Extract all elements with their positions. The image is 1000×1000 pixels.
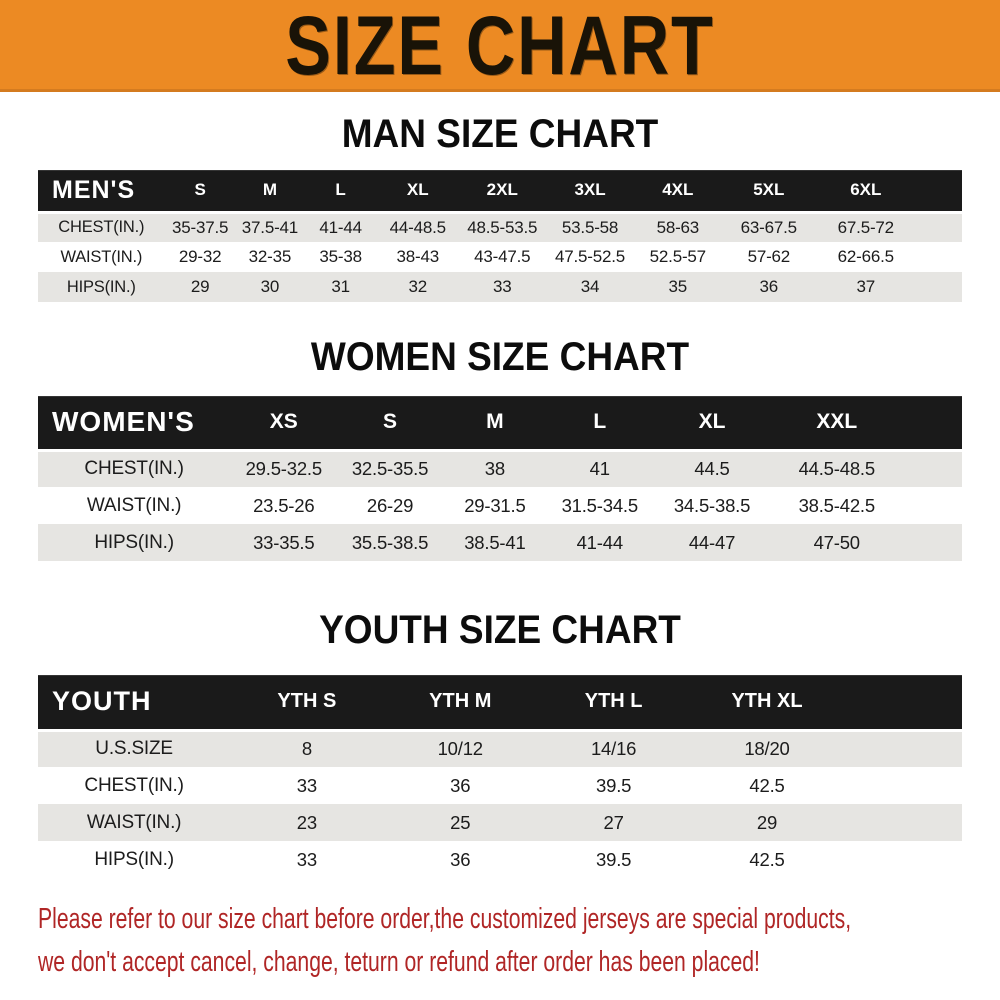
men-header-row <box>38 170 962 212</box>
spacer-cell <box>916 212 962 242</box>
women-size-chart-section <box>0 336 1000 561</box>
size-cell: 58-63 <box>634 212 722 242</box>
size-cell: 37 <box>816 272 916 302</box>
size-cell: 30 <box>236 272 304 302</box>
size-cell: 27 <box>537 804 690 841</box>
column-header: 5XL <box>722 170 816 212</box>
size-cell: 53.5-58 <box>546 212 634 242</box>
table-row <box>38 450 962 487</box>
column-header: YTH XL <box>690 675 843 730</box>
size-cell: 44-48.5 <box>377 212 458 242</box>
size-cell: 44.5 <box>652 450 771 487</box>
column-header: YTH M <box>384 675 537 730</box>
column-header: XXL <box>772 396 902 450</box>
size-cell: 38.5-42.5 <box>772 487 902 524</box>
table-row <box>38 212 962 242</box>
size-cell: 47.5-52.5 <box>546 242 634 272</box>
size-cell: 36 <box>384 841 537 878</box>
row-label: HIPS(IN.) <box>38 272 165 302</box>
size-cell: 37.5-41 <box>236 212 304 242</box>
row-label: HIPS(IN.) <box>38 841 230 878</box>
size-cell: 38.5-41 <box>443 524 547 561</box>
size-cell: 29-32 <box>165 242 236 272</box>
spacer-cell <box>902 487 962 524</box>
women-corner-label: WOMEN'S <box>38 396 230 450</box>
size-cell: 48.5-53.5 <box>458 212 546 242</box>
spacer-cell <box>916 242 962 272</box>
spacer-cell <box>844 804 962 841</box>
size-cell: 26-29 <box>337 487 442 524</box>
column-header: 3XL <box>546 170 634 212</box>
row-label: CHEST(IN.) <box>38 450 230 487</box>
size-cell: 36 <box>384 767 537 804</box>
column-header: 6XL <box>816 170 916 212</box>
spacer-cell <box>902 396 962 450</box>
women-section-heading: WOMEN SIZE CHART <box>310 334 690 379</box>
youth-corner-label: YOUTH <box>38 675 230 730</box>
table-row <box>38 730 962 767</box>
column-header: XL <box>377 170 458 212</box>
row-label: WAIST(IN.) <box>38 242 165 272</box>
spacer-cell <box>916 272 962 302</box>
size-cell: 57-62 <box>722 242 816 272</box>
size-cell: 29-31.5 <box>443 487 547 524</box>
size-cell: 41-44 <box>304 212 377 242</box>
size-cell: 42.5 <box>690 767 843 804</box>
size-cell: 31 <box>304 272 377 302</box>
size-cell: 10/12 <box>384 730 537 767</box>
size-cell: 14/16 <box>537 730 690 767</box>
table-row <box>38 487 962 524</box>
column-header: YTH L <box>537 675 690 730</box>
men-size-table <box>38 170 962 302</box>
size-cell: 44-47 <box>652 524 771 561</box>
column-header: S <box>337 396 442 450</box>
table-row <box>38 841 962 878</box>
size-cell: 23 <box>230 804 383 841</box>
size-cell: 38-43 <box>377 242 458 272</box>
column-header: L <box>304 170 377 212</box>
size-cell: 39.5 <box>537 767 690 804</box>
column-header: 2XL <box>458 170 546 212</box>
spacer-cell <box>902 524 962 561</box>
youth-size-table <box>38 675 962 878</box>
table-row <box>38 804 962 841</box>
size-cell: 33 <box>230 841 383 878</box>
size-cell: 8 <box>230 730 383 767</box>
size-cell: 52.5-57 <box>634 242 722 272</box>
size-cell: 35-38 <box>304 242 377 272</box>
size-cell: 39.5 <box>537 841 690 878</box>
size-cell: 35.5-38.5 <box>337 524 442 561</box>
row-label: HIPS(IN.) <box>38 524 230 561</box>
size-cell: 33 <box>230 767 383 804</box>
column-header: XL <box>652 396 771 450</box>
size-cell: 47-50 <box>772 524 902 561</box>
banner <box>0 0 1000 92</box>
row-label: WAIST(IN.) <box>38 804 230 841</box>
size-cell: 23.5-26 <box>230 487 337 524</box>
size-cell: 18/20 <box>690 730 843 767</box>
column-header: M <box>236 170 304 212</box>
man-size-chart-section <box>0 113 1000 302</box>
size-cell: 29 <box>690 804 843 841</box>
size-cell: 43-47.5 <box>458 242 546 272</box>
column-header: S <box>165 170 236 212</box>
size-cell: 42.5 <box>690 841 843 878</box>
column-header: L <box>547 396 652 450</box>
spacer-cell <box>844 675 962 730</box>
column-header: YTH S <box>230 675 383 730</box>
size-cell: 34 <box>546 272 634 302</box>
size-cell: 25 <box>384 804 537 841</box>
size-cell: 32-35 <box>236 242 304 272</box>
spacer-cell <box>844 767 962 804</box>
column-header: XS <box>230 396 337 450</box>
man-section-heading: MAN SIZE CHART <box>341 111 659 156</box>
size-cell: 31.5-34.5 <box>547 487 652 524</box>
size-cell: 62-66.5 <box>816 242 916 272</box>
size-cell: 67.5-72 <box>816 212 916 242</box>
size-cell: 29 <box>165 272 236 302</box>
row-label: WAIST(IN.) <box>38 487 230 524</box>
table-row <box>38 242 962 272</box>
spacer-cell <box>916 170 962 212</box>
men-corner-label: MEN'S <box>38 170 165 212</box>
order-policy-line-1: Please refer to our size chart before order,the customized jerseys are special products, <box>38 903 852 935</box>
size-cell: 35-37.5 <box>165 212 236 242</box>
size-cell: 32 <box>377 272 458 302</box>
size-cell: 63-67.5 <box>722 212 816 242</box>
size-cell: 29.5-32.5 <box>230 450 337 487</box>
size-cell: 36 <box>722 272 816 302</box>
youth-section-heading: YOUTH SIZE CHART <box>319 607 681 652</box>
spacer-cell <box>902 450 962 487</box>
column-header: M <box>443 396 547 450</box>
women-size-table <box>38 396 962 561</box>
table-row <box>38 272 962 302</box>
size-cell: 41-44 <box>547 524 652 561</box>
size-cell: 44.5-48.5 <box>772 450 902 487</box>
youth-size-chart-section <box>0 609 1000 878</box>
order-policy-note <box>38 898 1000 984</box>
spacer-cell <box>844 730 962 767</box>
row-label: CHEST(IN.) <box>38 767 230 804</box>
order-policy-line-2: we don't accept cancel, change, teturn or refund after order has been placed! <box>38 946 760 978</box>
youth-header-row <box>38 675 962 730</box>
spacer-cell <box>844 841 962 878</box>
size-cell: 35 <box>634 272 722 302</box>
size-cell: 38 <box>443 450 547 487</box>
women-header-row <box>38 396 962 450</box>
table-row <box>38 524 962 561</box>
table-row <box>38 767 962 804</box>
row-label: CHEST(IN.) <box>38 212 165 242</box>
size-cell: 33 <box>458 272 546 302</box>
row-label: U.S.SIZE <box>38 730 230 767</box>
size-cell: 33-35.5 <box>230 524 337 561</box>
size-cell: 34.5-38.5 <box>652 487 771 524</box>
banner-title: SIZE CHART <box>285 0 715 93</box>
size-cell: 32.5-35.5 <box>337 450 442 487</box>
column-header: 4XL <box>634 170 722 212</box>
size-cell: 41 <box>547 450 652 487</box>
